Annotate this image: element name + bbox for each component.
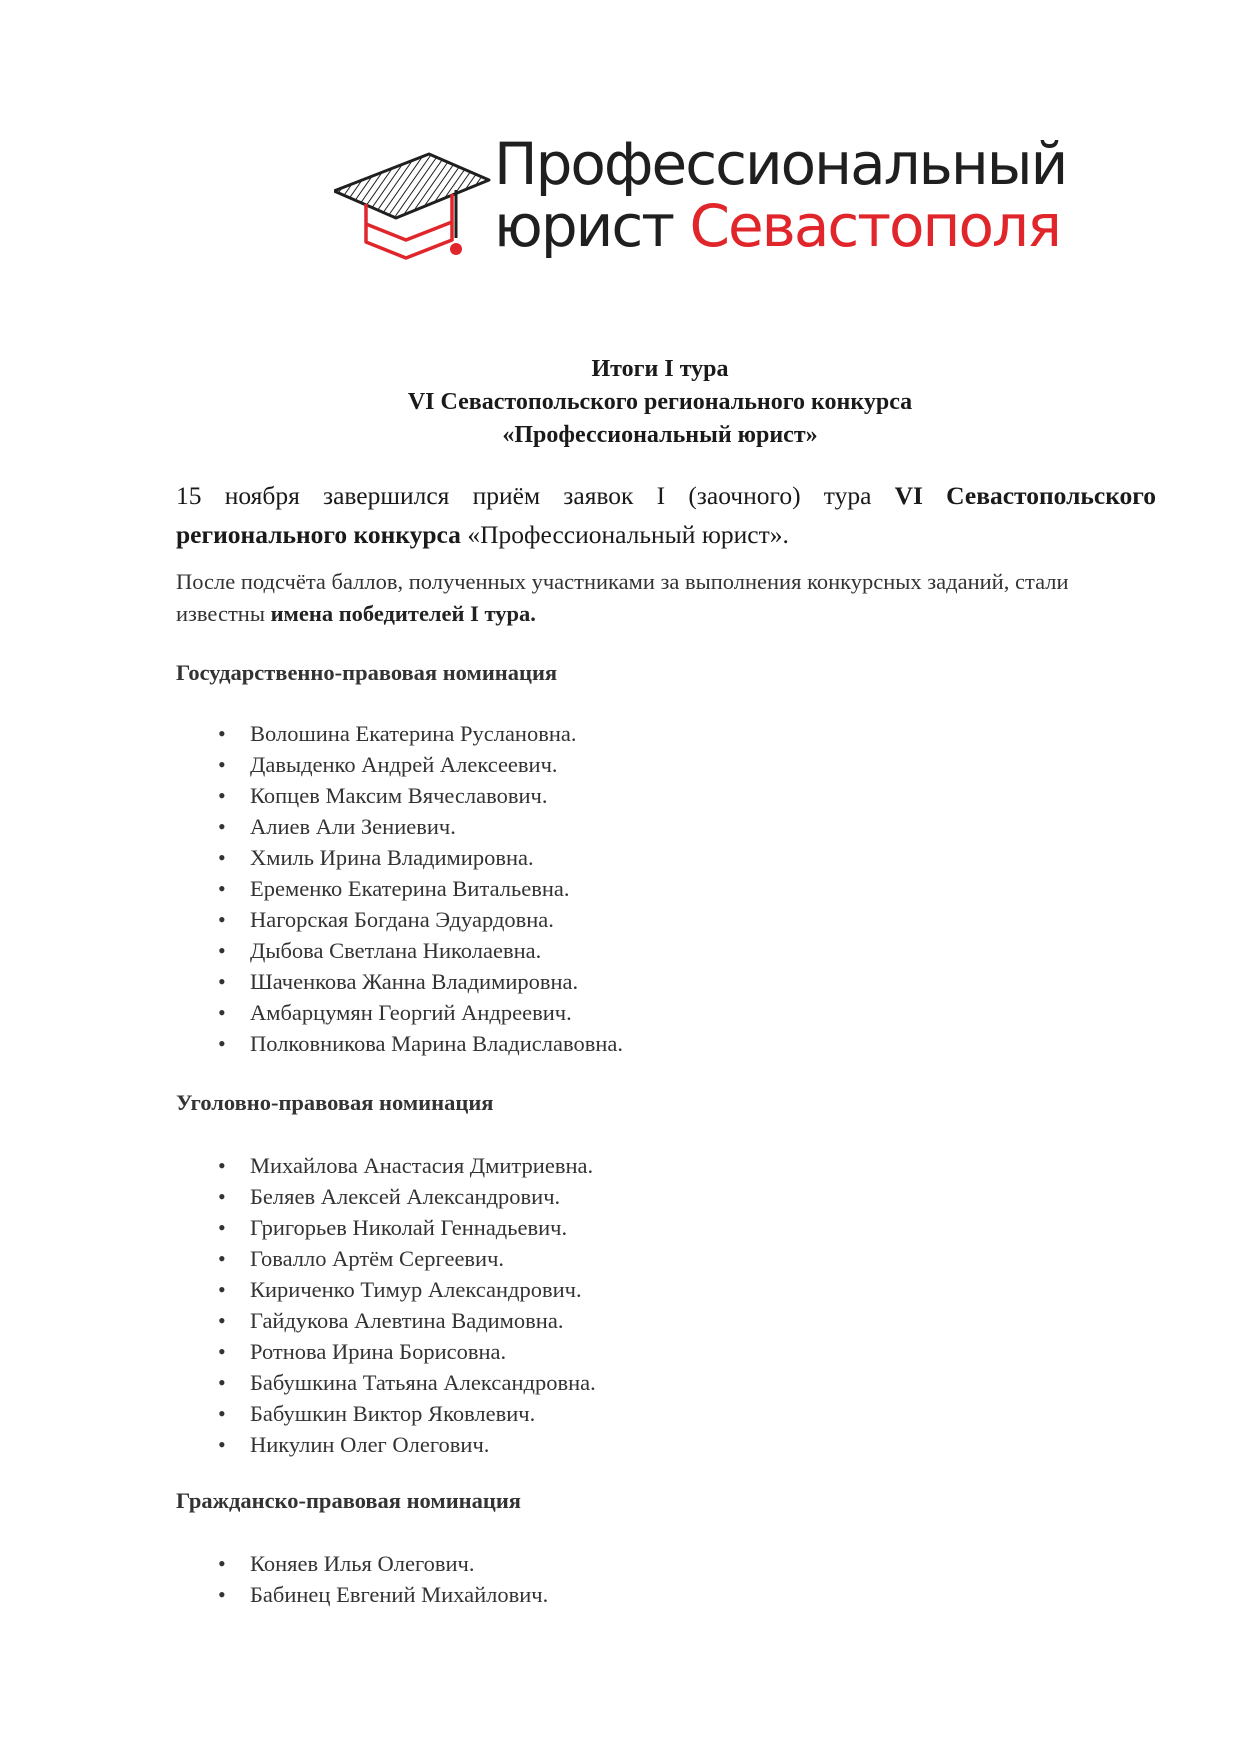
participant-name: Говалло Артём Сергеевич. (250, 1246, 505, 1271)
list-item (176, 1579, 548, 1610)
logo-word-dark: юрист (494, 192, 674, 260)
participant-name: Коняев Илья Олегович. (250, 1551, 475, 1576)
bullet-icon: • (218, 783, 226, 808)
participant-name: Бабушкина Татьяна Александровна. (250, 1370, 596, 1395)
bullet-icon: • (218, 876, 226, 901)
logo-word-red: Севастополя (689, 192, 1060, 260)
list-item (176, 1548, 548, 1579)
intro-paragraph (176, 476, 1156, 554)
participant-name: Бабушкин Виктор Яковлевич. (250, 1401, 536, 1426)
list-item (176, 1336, 596, 1367)
bullet-icon: • (218, 814, 226, 839)
section-heading-civil-law: Гражданско-правовая номинация (176, 1488, 521, 1513)
participant-name: Григорьев Николай Геннадьевич. (250, 1215, 568, 1240)
bullet-icon: • (218, 1031, 226, 1056)
bullet-icon: • (218, 1582, 226, 1607)
list-item (176, 811, 623, 842)
list-item (176, 1212, 596, 1243)
logo-title-line1: Профессиональный (494, 130, 1067, 198)
list-item (176, 1398, 596, 1429)
participant-name: Беляев Алексей Александрович. (250, 1184, 561, 1209)
list-item (176, 935, 623, 966)
participant-name: Михайлова Анастасия Дмитриевна. (250, 1153, 594, 1178)
bullet-icon: • (218, 1401, 226, 1426)
names-list-criminal-law (176, 1150, 596, 1460)
bullet-icon: • (218, 1184, 226, 1209)
title-line-3: «Профессиональный юрист» (502, 422, 818, 448)
intro-bold: VI Севастопольского регионального конкурса (176, 481, 1156, 549)
list-item (176, 1367, 596, 1398)
list-item (176, 718, 623, 749)
list-item (176, 904, 623, 935)
participant-name: Полковникова Марина Владиславовна. (250, 1031, 623, 1056)
participant-name: Волошина Екатерина Руслановна. (250, 721, 577, 746)
title-line-1: Итоги I тура (591, 356, 729, 382)
list-item (176, 1305, 596, 1336)
bullet-icon: • (218, 1339, 226, 1364)
participant-name: Алиев Али Зениевич. (250, 814, 456, 839)
bullet-icon: • (218, 1000, 226, 1025)
participant-name: Бабинец Евгений Михайлович. (250, 1582, 549, 1607)
list-item (176, 842, 623, 873)
participant-name: Дыбова Светлана Николаевна. (250, 938, 542, 963)
list-item (176, 1243, 596, 1274)
logo (334, 130, 1067, 268)
names-list-civil-law (176, 1548, 548, 1610)
bullet-icon: • (218, 907, 226, 932)
bullet-icon: • (218, 1432, 226, 1457)
logo-title-line2 (494, 192, 1060, 260)
participant-name: Кириченко Тимур Александрович. (250, 1277, 582, 1302)
list-item (176, 997, 623, 1028)
bullet-icon: • (218, 969, 226, 994)
list-item (176, 1028, 623, 1059)
bullet-icon: • (218, 752, 226, 777)
results-bold: имена победителей I тура. (270, 601, 536, 626)
list-item (176, 873, 623, 904)
participant-name: Хмиль Ирина Владимировна. (250, 845, 534, 870)
list-item (176, 1274, 596, 1305)
bullet-icon: • (218, 845, 226, 870)
participant-name: Гайдукова Алевтина Вадимовна. (250, 1308, 564, 1333)
participant-name: Никулин Олег Олегович. (250, 1432, 490, 1457)
participant-name: Амбарцумян Георгий Андреевич. (250, 1000, 572, 1025)
participant-name: Ротнова Ирина Борисовна. (250, 1339, 507, 1364)
title-line-2: VI Севастопольского регионального конкурса (407, 389, 913, 415)
list-item (176, 1150, 596, 1181)
results-paragraph (176, 566, 1096, 630)
bullet-icon: • (218, 1308, 226, 1333)
results-text: После подсчёта баллов, полученных участниками за выполнения конкурсных заданий, стали известны (176, 569, 1069, 626)
list-item (176, 780, 623, 811)
bullet-icon: • (218, 1551, 226, 1576)
list-item (176, 1181, 596, 1212)
participant-name: Давыденко Андрей Алексеевич. (250, 752, 558, 777)
participant-name: Еременко Екатерина Витальевна. (250, 876, 570, 901)
list-item (176, 749, 623, 780)
list-item (176, 1429, 596, 1460)
bullet-icon: • (218, 1277, 226, 1302)
participant-name: Копцев Максим Вячеславович. (250, 783, 548, 808)
names-list-state-law (176, 718, 623, 1059)
bullet-icon: • (218, 1153, 226, 1178)
graduation-cap-icon (334, 146, 494, 266)
section-heading-state-law: Государственно-правовая номинация (176, 660, 558, 685)
intro-text-1: 15 ноября завершился приём заявок I (заочного) тура (176, 481, 895, 510)
section-heading-criminal-law: Уголовно-правовая номинация (176, 1090, 494, 1115)
bullet-icon: • (218, 1215, 226, 1240)
intro-text-2: «Профессиональный юрист». (460, 520, 789, 549)
participant-name: Нагорская Богдана Эдуардовна. (250, 907, 554, 932)
bullet-icon: • (218, 938, 226, 963)
document-title (0, 353, 1240, 452)
bullet-icon: • (218, 1246, 226, 1271)
bullet-icon: • (218, 721, 226, 746)
participant-name: Шаченкова Жанна Владимировна. (250, 969, 579, 994)
list-item (176, 966, 623, 997)
bullet-icon: • (218, 1370, 226, 1395)
